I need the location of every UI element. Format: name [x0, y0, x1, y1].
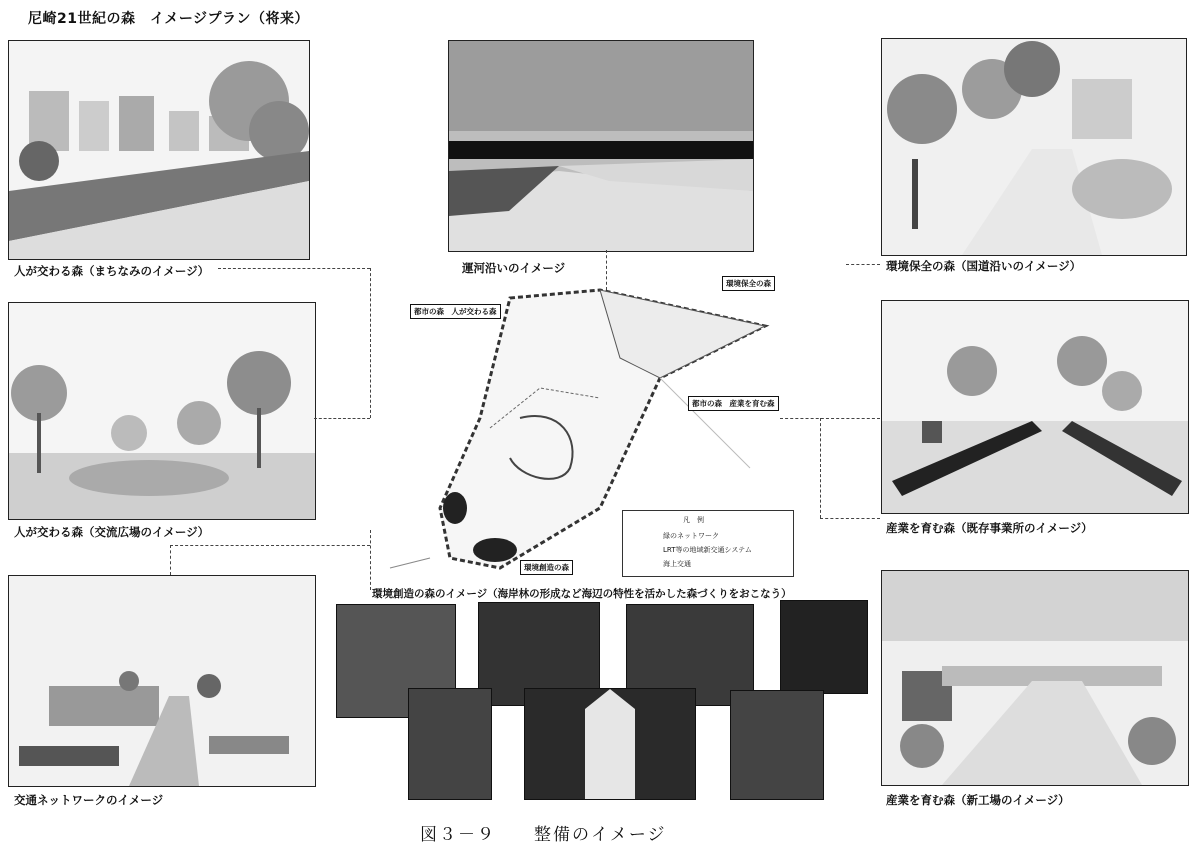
- leader-existing-office: [780, 418, 880, 419]
- caption-environment-creation: 環境創造の森のイメージ（海岸林の形成など海辺の特性を活かした森づくりをおこなう）: [372, 588, 792, 600]
- leader-new-factory-h: [820, 518, 880, 519]
- caption-plaza: 人が交わる森（交流広場のイメージ）: [14, 525, 210, 539]
- canal-image: [448, 40, 754, 252]
- network-image: [8, 575, 316, 787]
- plaza-image: [8, 302, 316, 520]
- leader-townscape: [218, 268, 370, 269]
- caption-new-factory: 産業を育む森（新工場のイメージ）: [886, 793, 1070, 807]
- legend-item-sea-transport: 海上交通: [663, 560, 691, 568]
- leader-env: [370, 530, 371, 590]
- caption-national-road: 環境保全の森（国道沿いのイメージ）: [886, 259, 1082, 273]
- leader-canal: [606, 250, 607, 290]
- caption-network: 交通ネットワークのイメージ: [14, 793, 164, 807]
- env-photo-4: [780, 600, 868, 694]
- figure-caption: 図３－９ 整備のイメージ: [420, 825, 667, 845]
- env-photo-7: [730, 690, 824, 800]
- legend-title: 凡 例: [683, 516, 704, 524]
- caption-existing-office: 産業を育む森（既存事業所のイメージ）: [886, 521, 1093, 535]
- page-title: 尼崎21世紀の森 イメージプラン（将来）: [28, 11, 310, 27]
- leader-plaza: [314, 418, 370, 419]
- legend-item-green-network: 緑のネットワーク: [663, 532, 719, 540]
- env-photo-5: [408, 688, 492, 800]
- leader-townscape-v: [370, 268, 371, 418]
- map-label-city-forest-industry: 都市の森 産業を育む森: [688, 396, 779, 411]
- env-photo-6: [524, 688, 696, 800]
- map-label-env-conservation: 環境保全の森: [722, 276, 775, 291]
- map-legend: [622, 510, 794, 577]
- existing-office-image: [881, 300, 1189, 514]
- map-label-city-forest-people: 都市の森 人が交わる森: [410, 304, 501, 319]
- leader-network: [170, 545, 171, 575]
- townscape-image: [8, 40, 310, 260]
- leader-new-factory: [820, 418, 821, 518]
- caption-townscape: 人が交わる森（まちなみのイメージ）: [14, 264, 210, 278]
- national-road-image: [881, 38, 1187, 256]
- legend-item-lrt: LRT等の地域新交通システム: [663, 546, 752, 554]
- leader-network-h: [170, 545, 370, 546]
- new-factory-image: [881, 570, 1189, 786]
- map-label-env-creation: 環境創造の森: [520, 560, 573, 575]
- caption-canal: 運河沿いのイメージ: [462, 261, 566, 275]
- leader-national-road: [846, 264, 880, 265]
